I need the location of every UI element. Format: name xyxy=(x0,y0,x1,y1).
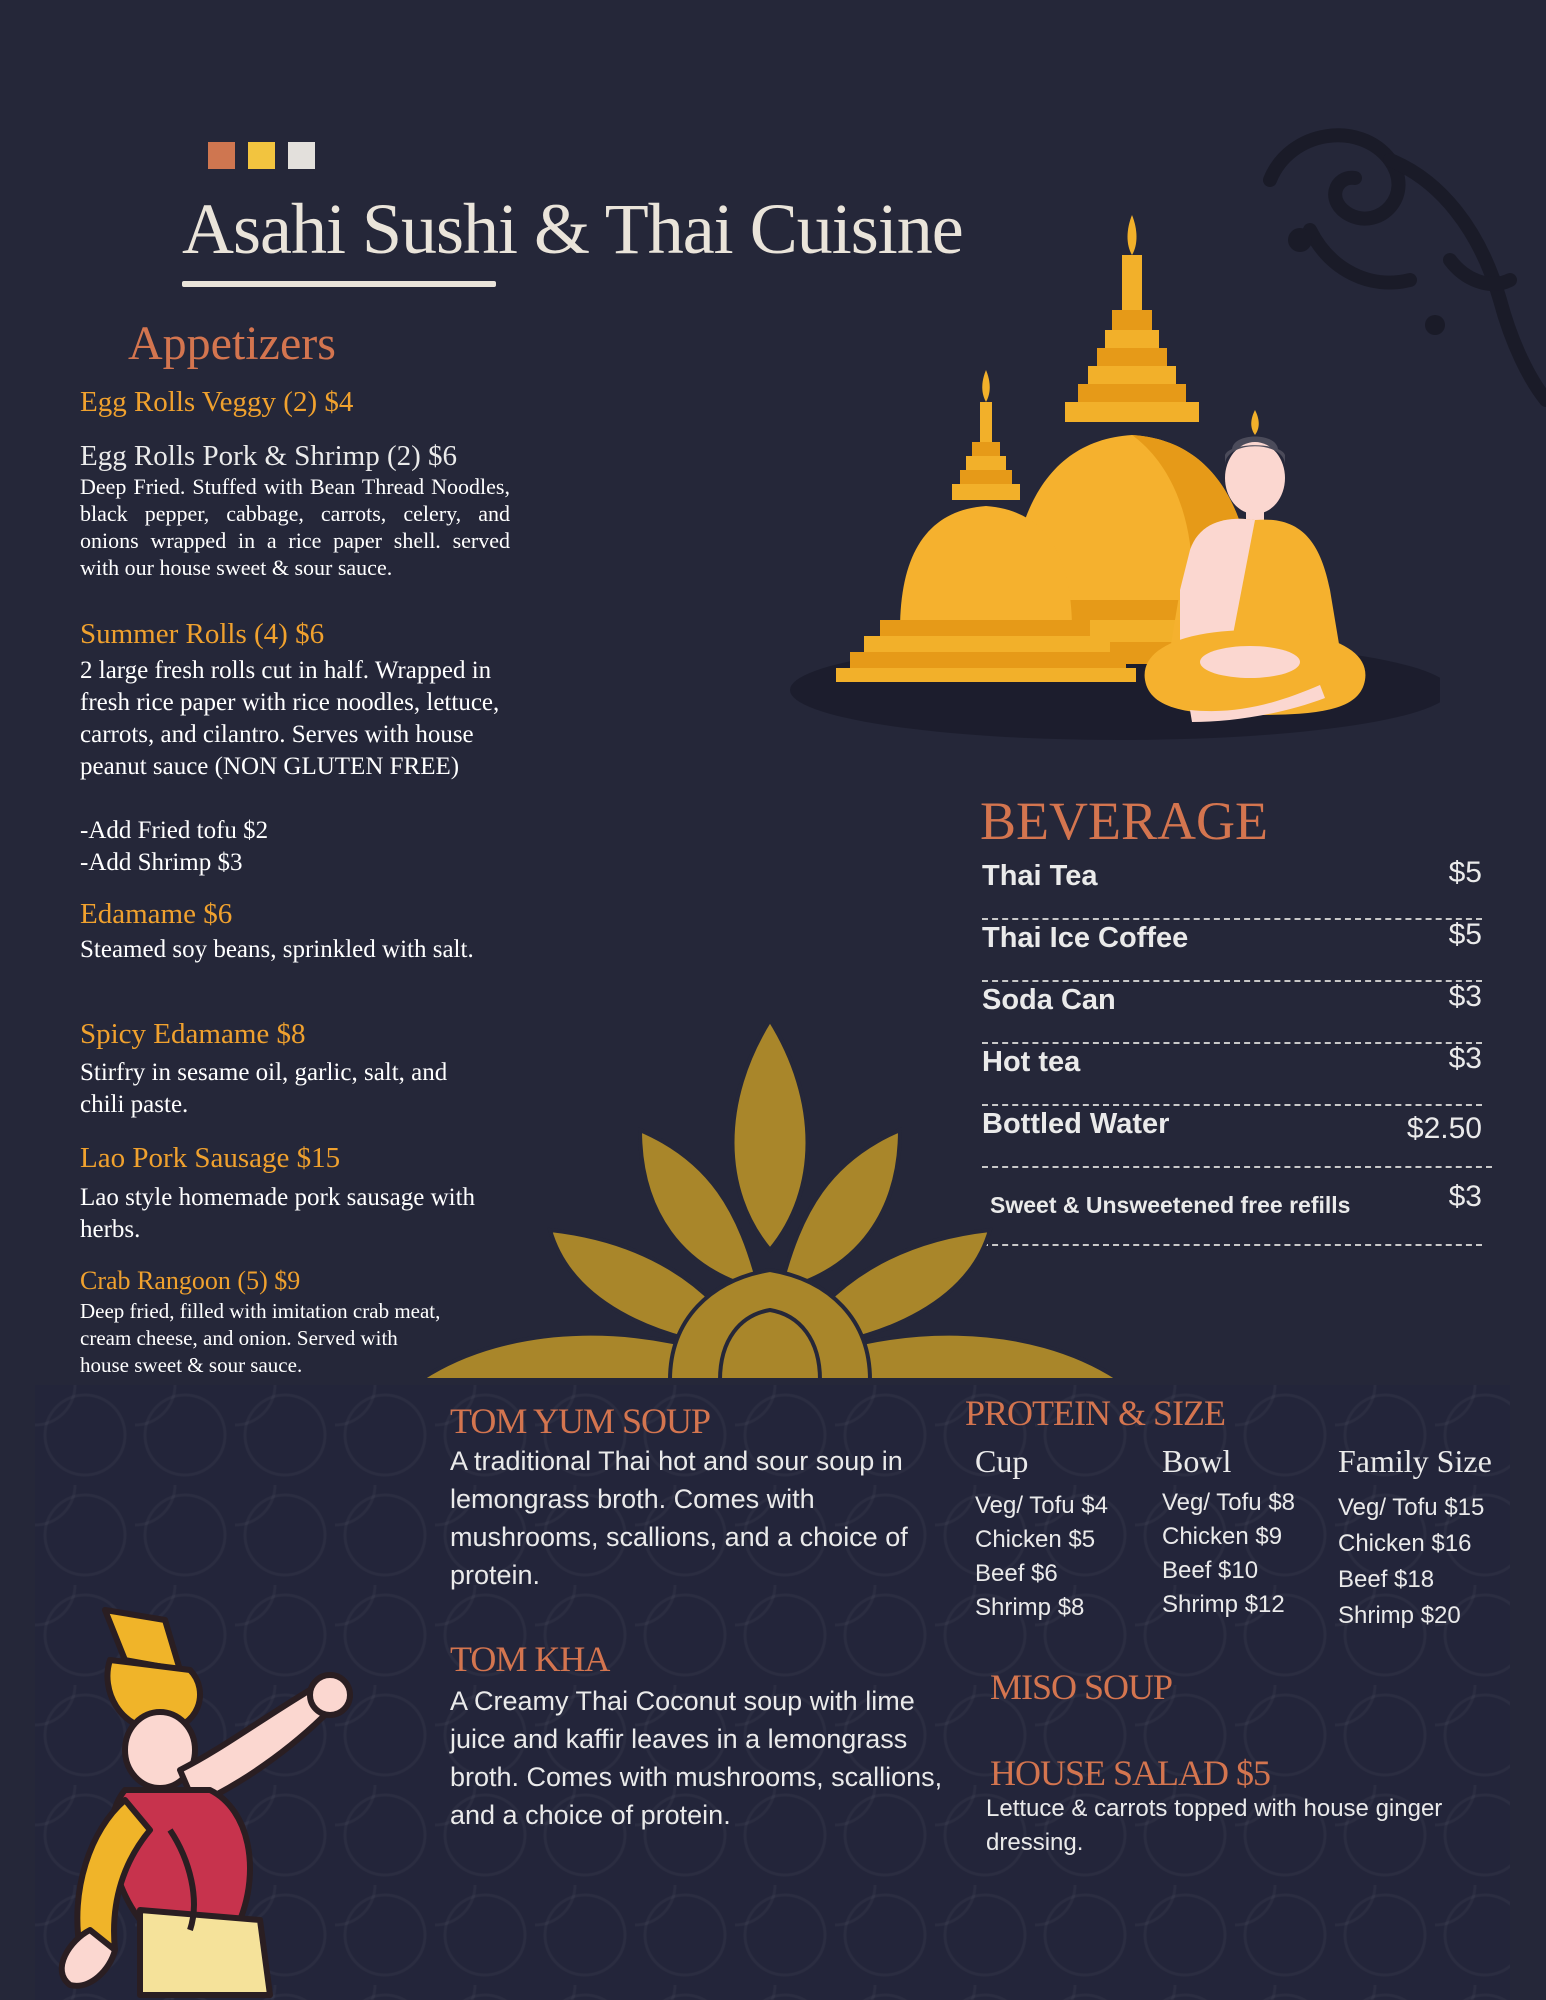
appetizer-addon: -Add Fried tofu $2 xyxy=(80,817,269,844)
beverage-price: $5 xyxy=(1448,856,1482,889)
appetizer-desc: Deep fried, filled with imitation crab meat, cream cheese, and onion. Served with house sweet & sour sauce. xyxy=(80,1299,441,1377)
appetizer-name: Spicy Edamame $8 xyxy=(80,1018,306,1050)
tom-yum-desc: A traditional Thai hot and sour soup in lemongrass broth. Comes with mushrooms, scallions, and a choice of protein. xyxy=(450,1446,908,1590)
size-cup-heading: Cup xyxy=(975,1443,1029,1479)
beverage-name: Thai Ice Coffee xyxy=(982,922,1189,954)
restaurant-title: Asahi Sushi & Thai Cuisine xyxy=(182,189,963,269)
house-salad-title: HOUSE SALAD $5 xyxy=(990,1753,1271,1793)
appetizer-name: Crab Rangoon (5) $9 xyxy=(80,1266,301,1295)
beverage-heading: BEVERAGE xyxy=(980,791,1268,851)
appetizer-desc: Lao style homemade pork sausage with herbs. xyxy=(80,1184,476,1243)
tom-yum-title: TOM YUM SOUP xyxy=(450,1401,711,1441)
beverage-name: Sweet & Unsweetened free refills xyxy=(990,1192,1351,1218)
price-item: Beef $10 xyxy=(1162,1557,1259,1584)
size-bowl-list xyxy=(1162,1486,1295,1622)
appetizer-name: Edamame $6 xyxy=(80,898,233,930)
size-family-heading: Family Size xyxy=(1338,1443,1492,1479)
price-item: Shrimp $8 xyxy=(975,1594,1085,1621)
beverage-price: $3 xyxy=(1448,1180,1482,1213)
pagoda-buddha-illustration xyxy=(760,210,1440,750)
price-item: Shrimp $12 xyxy=(1162,1591,1285,1618)
price-item: Veg/ Tofu $4 xyxy=(975,1492,1109,1519)
beverage-price: $3 xyxy=(1448,1042,1482,1075)
price-item: Chicken $16 xyxy=(1338,1530,1472,1557)
appetizer-name: Lao Pork Sausage $15 xyxy=(80,1142,341,1174)
appetizer-name: Egg Rolls Pork & Shrimp (2) $6 xyxy=(80,440,458,472)
appetizer-desc: Stirfry in sesame oil, garlic, salt, and chili paste. xyxy=(80,1059,448,1118)
swatch-yellow xyxy=(248,142,275,169)
thai-dancer-illustration xyxy=(30,1600,360,2000)
swatch-orange xyxy=(208,142,235,169)
appetizer-desc: Deep Fried. Stuffed with Bean Thread Noodles, black pepper, cabbage, carrots, celery, and onions wrapped in a rice paper shell. served with our house sweet & sour sauce. xyxy=(80,474,510,580)
price-item: Chicken $9 xyxy=(1162,1523,1283,1550)
price-item: Chicken $5 xyxy=(975,1526,1096,1553)
price-item: Beef $6 xyxy=(975,1560,1058,1587)
appetizer-desc: 2 large fresh rolls cut in half. Wrapped in fresh rice paper with rice noodles, lettuce, carrots, and cilantro. Serves with house peanut sauce (NON GLUTEN FREE) xyxy=(80,657,500,780)
price-item: Shrimp $20 xyxy=(1338,1602,1461,1629)
protein-size-title: PROTEIN & SIZE xyxy=(965,1393,1225,1433)
house-salad-desc: Lettuce & carrots topped with house ginger dressing. xyxy=(986,1795,1443,1856)
size-bowl-heading: Bowl xyxy=(1162,1443,1232,1479)
beverage-name: Bottled Water xyxy=(982,1108,1170,1140)
price-item: Veg/ Tofu $15 xyxy=(1338,1494,1485,1521)
beverage-price: $5 xyxy=(1448,918,1482,951)
swatch-light xyxy=(288,142,315,169)
beverage-name: Thai Tea xyxy=(982,860,1098,892)
size-cup-list xyxy=(975,1489,1108,1625)
appetizer-addon: -Add Shrimp $3 xyxy=(80,849,243,876)
lotus-ornament-icon xyxy=(420,1020,1120,1380)
beverage-name: Hot tea xyxy=(982,1046,1081,1078)
price-item: Veg/ Tofu $8 xyxy=(1162,1489,1296,1516)
beverage-name: Soda Can xyxy=(982,984,1116,1016)
appetizers-heading: Appetizers xyxy=(128,317,336,370)
beverage-row xyxy=(982,856,1482,920)
appetizer-name: Egg Rolls Veggy (2) $4 xyxy=(80,386,354,418)
miso-soup-title: MISO SOUP xyxy=(990,1667,1173,1707)
beverage-price: $3 xyxy=(1448,980,1482,1013)
appetizer-desc: Steamed soy beans, sprinkled with salt. xyxy=(80,936,474,963)
tom-kha-desc: A Creamy Thai Coconut soup with lime juice and kaffir leaves in a lemongrass broth. Comes with mushrooms, scallions, and a choice of protein. xyxy=(450,1686,943,1830)
tom-kha-title: TOM KHA xyxy=(450,1639,610,1679)
appetizer-name: Summer Rolls (4) $6 xyxy=(80,618,325,650)
title-underline xyxy=(182,281,496,287)
size-family-list xyxy=(1338,1490,1484,1634)
beverage-price: $2.50 xyxy=(1406,1112,1482,1145)
beverage-row xyxy=(982,918,1482,982)
price-item: Beef $18 xyxy=(1338,1566,1435,1593)
